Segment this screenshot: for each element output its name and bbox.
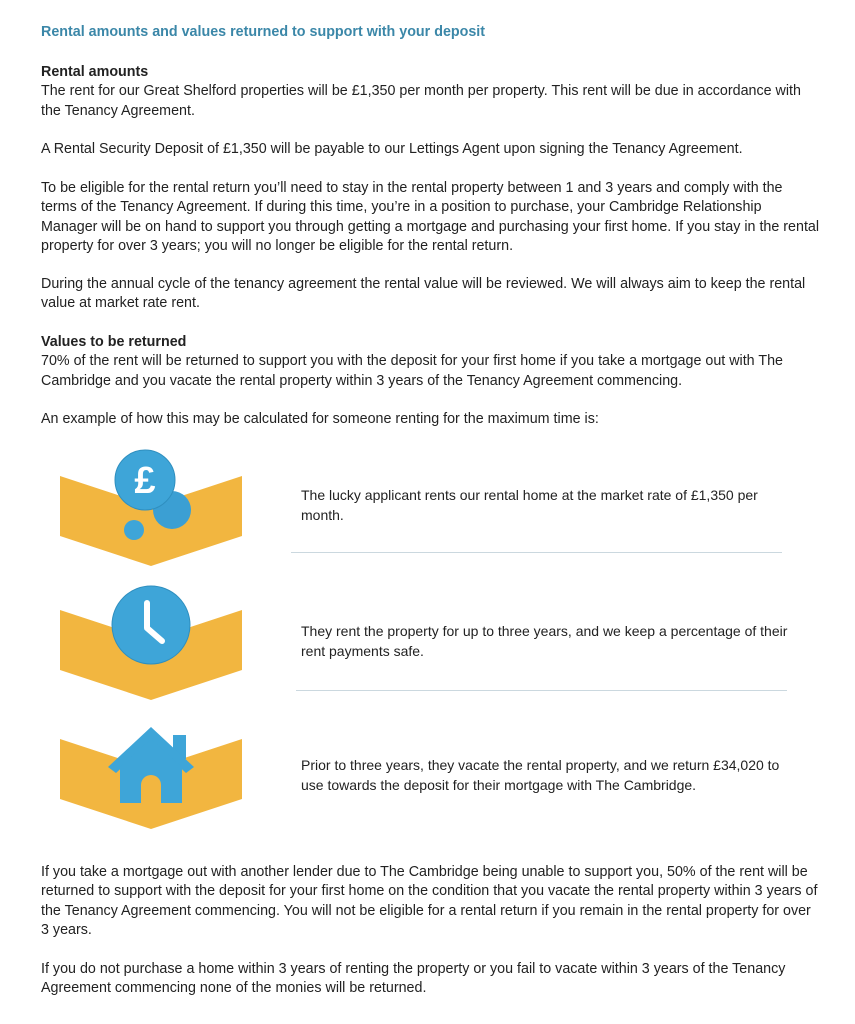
step-1-text: The lucky applicant rents our rental home at the market rate of £1,350 per month. <box>301 487 758 523</box>
values-returned-section <box>41 333 821 391</box>
eligibility-paragraph: To be eligible for the rental return you’ll need to stay in the rental property between 1 and 3 years and comply with the terms of the Tenancy Agreement. If during this time, you’re in a position to purchase, your Cambridge Relationship Manager will be on hand to support you through getting a mortgage and purchasing your first home. If you stay in the rental property for over 3 years; you will no longer be eligible for the rental return. <box>41 180 820 254</box>
other-lender-paragraph: If you take a mortgage out with another lender due to The Cambridge being unable to support you, 50% of the rent will be returned to support with the deposit for your first home on the condition that you vacate the rental property within 3 years of the Tenancy Agreement commencing. You will not be eligible for a rental return if you remain in the rental property for over 3 years. <box>41 864 818 938</box>
divider <box>291 552 782 553</box>
deposit-paragraph: A Rental Security Deposit of £1,350 will be payable to our Lettings Agent upon signing the Tenancy Agreement. <box>41 141 743 157</box>
page-title: Rental amounts and values returned to support with your deposit <box>41 24 486 40</box>
review-paragraph: During the annual cycle of the tenancy agreement the rental value will be reviewed. We will always aim to keep the rental value at market rate rent. <box>41 276 806 312</box>
house-icon <box>58 725 244 845</box>
pound-coins-icon <box>58 448 244 568</box>
values-returned-text: 70% of the rent will be returned to support you with the deposit for your first home if you take a mortgage out with The Cambridge and you vacate the rental property within 3 years of the Tenancy Agreement commencing. <box>41 353 783 389</box>
values-returned-heading: Values to be returned <box>41 334 187 350</box>
step-2-text: They rent the property for up to three years, and we keep a percentage of their rent payments safe. <box>301 623 788 659</box>
step-3-text: Prior to three years, they vacate the rental property, and we return £34,020 to use towards the deposit for their mortgage with The Cambridge. <box>301 757 780 793</box>
clock-icon <box>58 585 244 705</box>
no-return-paragraph: If you do not purchase a home within 3 years of renting the property or you fail to vacate within 3 years of the Tenancy Agreement commencing none of the monies will be returned. <box>41 961 786 997</box>
rental-amounts-section <box>41 63 821 121</box>
svg-text:£: £ <box>134 460 156 502</box>
example-intro: An example of how this may be calculated for someone renting for the maximum time is: <box>41 411 599 427</box>
rental-amounts-text: The rent for our Great Shelford properties will be £1,350 per month per property. This rent will be due in accordance with the Tenancy Agreement. <box>41 83 801 119</box>
divider <box>296 690 787 691</box>
rental-amounts-heading: Rental amounts <box>41 64 149 80</box>
